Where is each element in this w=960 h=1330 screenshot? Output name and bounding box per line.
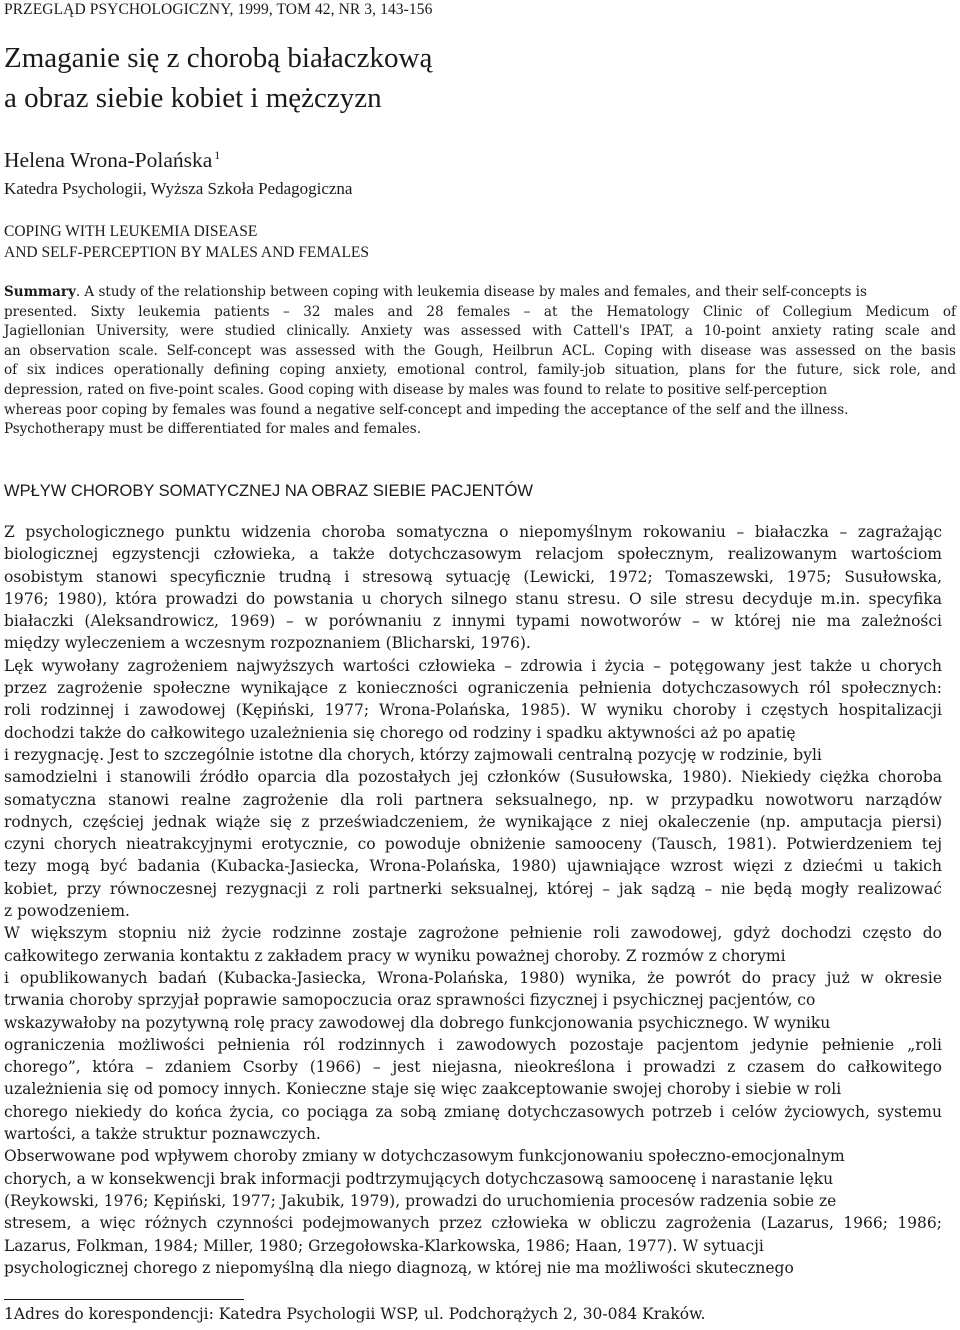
body-line: samodzielni i stanowili źródło oparcia dla pozostałych jej członków (Susułowska, 1980). Niekiedy ciężka choroba: [4, 768, 942, 787]
section-heading: WPŁYW CHOROBY SOMATYCZNEJ NA OBRAZ SIEBIE PACJENTÓW: [4, 482, 533, 500]
body-line: czyni chorych nieatrakcyjnymi erotycznie, co powoduje obniżenie samooceny (Tausch, 1981). Potwierdzeniem tej: [4, 835, 942, 854]
english-title-line: COPING WITH LEUKEMIA DISEASE: [4, 223, 258, 240]
body-line: roli rodzinnej i zawodowej (Kępiński, 1977; Wrona-Polańska, 1985). W wyniku choroby i częstych hospitalizacji: [4, 701, 942, 720]
body-line: stresem, a więc różnych czynności podejmowanych przez człowieka w obliczu zagrożenia (Lazarus, 1966; 1986;: [4, 1214, 942, 1233]
body-line: między wyleczeniem a wczesnym rozpoznaniem (Blicharski, 1976).: [4, 634, 531, 653]
body-line: Lazarus, Folkman, 1984; Miller, 1980; Grzegołowska-Klarkowska, 1986; Haan, 1977). W sytuacji: [4, 1236, 764, 1255]
body-line: (Reykowski, 1976; Kępiński, 1977; Jakubik, 1979), prowadzi do uruchomienia procesów radzenia sobie ze: [4, 1191, 837, 1210]
body-line: 1976; 1980), która prowadzi do powstania u chorych silnego stanu stresu. O sile stresu decyduje m.in. specyfika: [4, 589, 942, 608]
affiliation: Katedra Psychologii, Wyższa Szkoła Pedagogiczna: [4, 179, 353, 198]
body-text: [4, 521, 942, 1279]
author-footnote-mark: 1: [214, 148, 221, 162]
abstract-line: presented. Sixty leukemia patients – 32 males and 28 females – at the Hematology Clinic of Collegium Medicum of: [4, 303, 956, 320]
body-line: wartości, a także struktur poznawczych.: [4, 1125, 321, 1144]
abstract-line: whereas poor coping by females was found a negative self-concept and impeding the acceptance of the self and the illness.: [4, 401, 849, 418]
abstract: [4, 283, 956, 440]
body-line: kobiet, przy równoczesnej rezygnacji z roli partnerki seksualnej, której – jak sądzą – nie będą mogły realizować: [4, 879, 942, 898]
paper-title: [4, 38, 432, 118]
journal-header: PRZEGLĄD PSYCHOLOGICZNY, 1999, TOM 42, NR 3, 143-156: [4, 1, 433, 18]
footnote-divider: [4, 1299, 244, 1300]
body-line: z powodzeniem.: [4, 902, 130, 921]
body-line: wskazywałoby na pozytywną rolę pracy zawodowej dla dobrego funkcjonowania psychicznego. W wyniku: [4, 1013, 831, 1032]
paper-page: [4, 0, 956, 1330]
body-line: trwania choroby sprzyjał poprawie samopoczucia oraz sprawności fizycznej i psychicznej pacjentów, co: [4, 991, 816, 1010]
abstract-text: . A study of the relationship between coping with leukemia disease by males and females, and their self-concepts is: [75, 284, 867, 300]
body-line: uzależnienia się od pomocy innych. Konieczne staje się więc zaakceptowanie swojej choroby i siebie w roli: [4, 1080, 842, 1099]
abstract-line: Psychotherapy must be differentiated for males and females.: [4, 421, 421, 438]
english-title-line: AND SELF-PERCEPTION BY MALES AND FEMALES: [4, 244, 369, 261]
body-line: chorych, a w konsekwencji brak informacji podtrzymujących dotychczasową samoocenę i narastanie lęku: [4, 1169, 834, 1188]
body-line: chorego niekiedy do końca życia, co pociąga za sobą zmianę dotychczasowych potrzeb i celów życiowych, systemu: [4, 1102, 942, 1121]
body-line: ograniczenia możliwości pełnienia ról rodzinnych i zawodowych pozostaje pacjentom jedynie pełnienie „roli: [4, 1035, 942, 1054]
body-line: osobistym stanowi specyficznie trudną i stresową sytuację (Lewicki, 1972; Tomaszewski, 1975; Susułowska,: [4, 567, 942, 586]
body-line: W większym stopniu niż życie rodzinne zostaje zagrożone pełnienie roli zawodowej, gdyż dochodzi często do: [4, 924, 942, 943]
body-line: chorego”, która – zdaniem Csorby (1966) – jest niejasna, nieokreślona i prowadzi z czasem do całkowitego: [4, 1058, 942, 1077]
body-line: biologicznej egzystencji człowieka, a także dotychczasowym relacjom społecznym, realizowanym wartościom: [4, 545, 942, 564]
body-line: Obserwowane pod wpływem choroby zmiany w dotychczasowym funkcjonowaniu społeczno-emocjonalnym: [4, 1147, 845, 1166]
author: [4, 148, 220, 173]
paper-title-line: a obraz siebie kobiet i mężczyzn: [4, 82, 382, 114]
abstract-label: Summary: [4, 284, 76, 300]
body-line: psychologicznej chorego z niepomyślną dla niego diagnozą, w której nie ma możliwości skutecznego: [4, 1258, 794, 1277]
body-line: całkowitego zerwania kontaktu z zakładem pracy w wyniku poważnej choroby. Z rozmów z chorymi: [4, 946, 786, 965]
body-line: dochodzi także do całkowitego uzależnienia się chorego od rodziny i spadku aktywności aż po apatię: [4, 723, 796, 742]
abstract-line: of six indices operationally defining coping anxiety, emotional control, family-job situation, plans for the future, sick role, and: [4, 362, 956, 379]
body-line: tezy mogą być badania (Kubacka-Jasiecka, Wrona-Polańska, 1980) ujawniające wzrost więzi z dziećmi u takich: [4, 857, 942, 876]
body-line: Z psychologicznego punktu widzenia choroba somatyczna o niepomyślnym rokowaniu – białaczka – zagrażając: [4, 523, 942, 541]
paper-title-line: Zmaganie się z chorobą białaczkową: [4, 42, 433, 74]
body-line: przez zagrożenie społeczne wynikające z konieczności ograniczenia pełnienia dotychczasowych ról społecznych:: [4, 679, 942, 698]
abstract-line: an observation scale. Self-concept was assessed with the Gough, Heilbrun ACL. Coping with disease was assessed on the basis: [4, 342, 956, 359]
body-line: białaczki (Aleksandrowicz, 1969) – w porównaniu z innymi typami nowotworów – w której nie ma zależności: [4, 612, 942, 631]
body-line: Lęk wywołany zagrożeniem najwyższych wartości człowieka – zdrowia i życia – potęgowany jest także u chorych: [4, 656, 942, 675]
body-line: somatyczna stanowi realne zagrożenie dla roli partnera seksualnego, np. w przypadku nowotworu narządów: [4, 790, 942, 809]
body-line: rodnych, częściej jednak wiąże się z przeświadczeniem, że wynikające z niej okaleczenie (np. amputacja piersi): [4, 812, 942, 831]
body-line: i opublikowanych badań (Kubacka-Jasiecka, Wrona-Polańska, 1980) wynika, że powrót do pracy już w okresie: [4, 968, 942, 987]
abstract-line: depression, rated on five-point scales. Good coping with disease by males was found to relate to positive self-perception: [4, 381, 828, 398]
body-line: i rezygnację. Jest to szczególnie istotne dla chorych, którzy zajmowali centralną pozycję w rodzinie, byli: [4, 745, 822, 764]
abstract-line: Jagiellonian University, were studied clinically. Anxiety was assessed with Cattell's IPAT, a 10-point anxiety rating scale and: [4, 323, 956, 340]
abstract-line: [4, 283, 956, 303]
footnote: 1Adres do korespondencji: Katedra Psychologii WSP, ul. Podchorążych 2, 30-084 Kraków.: [4, 1305, 706, 1323]
english-title: [4, 221, 369, 263]
author-name: Helena Wrona-Polańska: [4, 148, 213, 172]
